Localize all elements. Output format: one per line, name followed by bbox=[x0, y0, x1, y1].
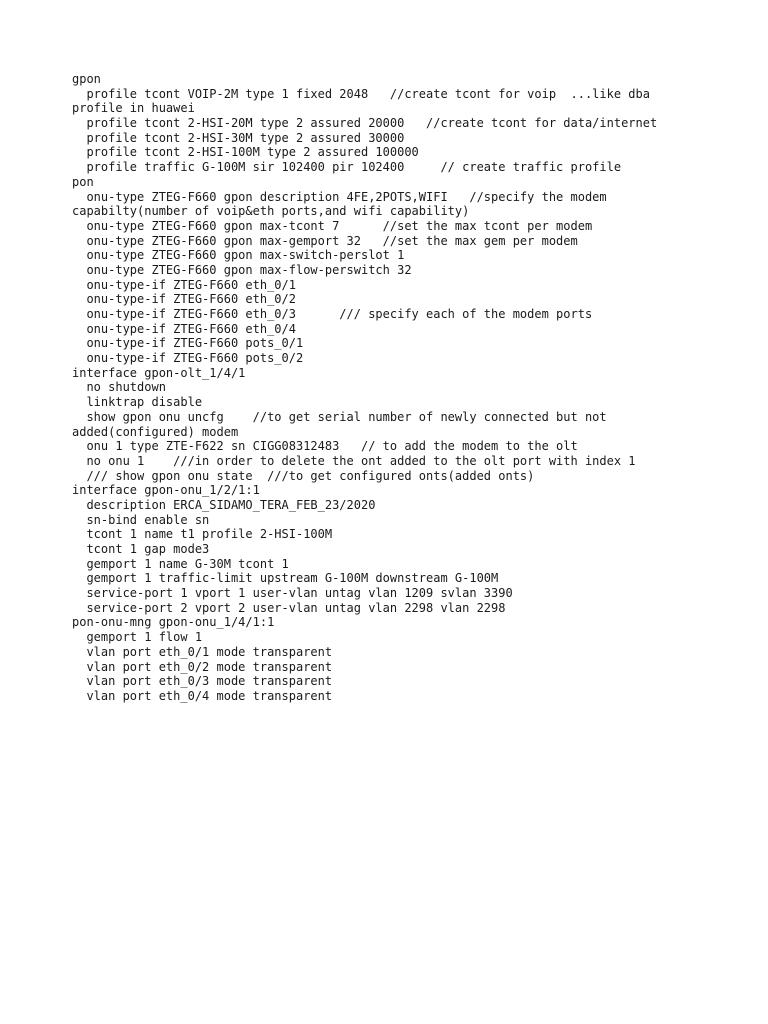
text-line: profile tcont 2-HSI-100M type 2 assured 100000 bbox=[72, 145, 419, 160]
text-line: capabilty(number of voip&eth ports,and wifi capability) bbox=[72, 204, 470, 219]
text-line: gemport 1 flow 1 bbox=[72, 630, 203, 645]
text-line: onu-type ZTEG-F660 gpon max-flow-perswitch 32 bbox=[72, 262, 412, 277]
text-line: pon bbox=[72, 174, 94, 189]
text-line: service-port 1 vport 1 user-vlan untag vlan 1209 svlan 3390 bbox=[72, 586, 513, 601]
text-line: tcont 1 gap mode3 bbox=[72, 542, 210, 556]
text-line: interface gpon-olt_1/4/1 bbox=[72, 365, 246, 380]
text-line: sn-bind enable sn bbox=[72, 512, 210, 527]
text-line: vlan port eth_0/2 mode transparent bbox=[72, 659, 333, 674]
text-line: onu-type-if ZTEG-F660 eth_0/4 bbox=[72, 321, 296, 336]
text-line: onu-type-if ZTEG-F660 eth_0/2 bbox=[72, 292, 296, 307]
text-line: profile traffic G-100M sir 102400 pir 102400 // create traffic profile bbox=[72, 160, 622, 175]
document-page bbox=[72, 72, 712, 704]
text-line: onu-type ZTEG-F660 gpon max-tcont 7 //set the max tcont per modem bbox=[72, 218, 593, 233]
text-line: no onu 1 ///in order to delete the ont added to the olt port with index 1 bbox=[72, 453, 636, 468]
text-line: gemport 1 name G-30M tcont 1 bbox=[72, 556, 289, 571]
text-line: vlan port eth_0/1 mode transparent bbox=[72, 644, 333, 659]
text-line: profile tcont 2-HSI-20M type 2 assured 20000 //create tcont for data/internet bbox=[72, 116, 658, 131]
text-line: onu 1 type ZTE-F622 sn CIGG08312483 // to add the modem to the olt bbox=[72, 439, 578, 454]
text-line: interface gpon-onu_1/2/1:1 bbox=[72, 483, 260, 498]
text-line: service-port 2 vport 2 user-vlan untag vlan 2298 vlan 2298 bbox=[72, 600, 506, 615]
text-line: onu-type ZTEG-F660 gpon description 4FE,2POTS,WIFI //specify the modem bbox=[72, 189, 607, 204]
text-line: onu-type ZTEG-F660 gpon max-switch-perslot 1 bbox=[72, 248, 405, 263]
text-line: linktrap disable bbox=[72, 395, 203, 410]
text-line: no shutdown bbox=[72, 380, 166, 395]
text-line: gemport 1 traffic-limit upstream G-100M downstream G-100M bbox=[72, 571, 499, 586]
text-line: vlan port eth_0/3 mode transparent bbox=[72, 674, 333, 689]
text-line: added(configured) modem bbox=[72, 424, 239, 439]
text-line: tcont 1 name t1 profile 2-HSI-100M bbox=[72, 527, 333, 542]
text-line: gpon bbox=[72, 72, 101, 86]
text-line: onu-type ZTEG-F660 gpon max-gemport 32 //set the max gem per modem bbox=[72, 233, 578, 248]
text-line: profile tcont 2-HSI-30M type 2 assured 30000 bbox=[72, 130, 405, 145]
text-line: onu-type-if ZTEG-F660 pots_0/1 bbox=[72, 336, 304, 351]
text-line: show gpon onu uncfg //to get serial number of newly connected but not bbox=[72, 409, 607, 424]
text-line: profile in huawei bbox=[72, 101, 195, 116]
text-line: onu-type-if ZTEG-F660 eth_0/3 /// specify each of the modem ports bbox=[72, 307, 593, 321]
text-line: pon-onu-mng gpon-onu_1/4/1:1 bbox=[72, 615, 275, 630]
text-line: onu-type-if ZTEG-F660 eth_0/1 bbox=[72, 277, 296, 292]
text-line: /// show gpon onu state ///to get configured onts(added onts) bbox=[72, 468, 535, 483]
text-line: onu-type-if ZTEG-F660 pots_0/2 bbox=[72, 351, 304, 366]
text-line: profile tcont VOIP-2M type 1 fixed 2048 //create tcont for voip ...like dba bbox=[72, 86, 650, 101]
text-line: description ERCA_SIDAMO_TERA_FEB_23/2020 bbox=[72, 497, 376, 512]
text-line: vlan port eth_0/4 mode transparent bbox=[72, 688, 333, 703]
